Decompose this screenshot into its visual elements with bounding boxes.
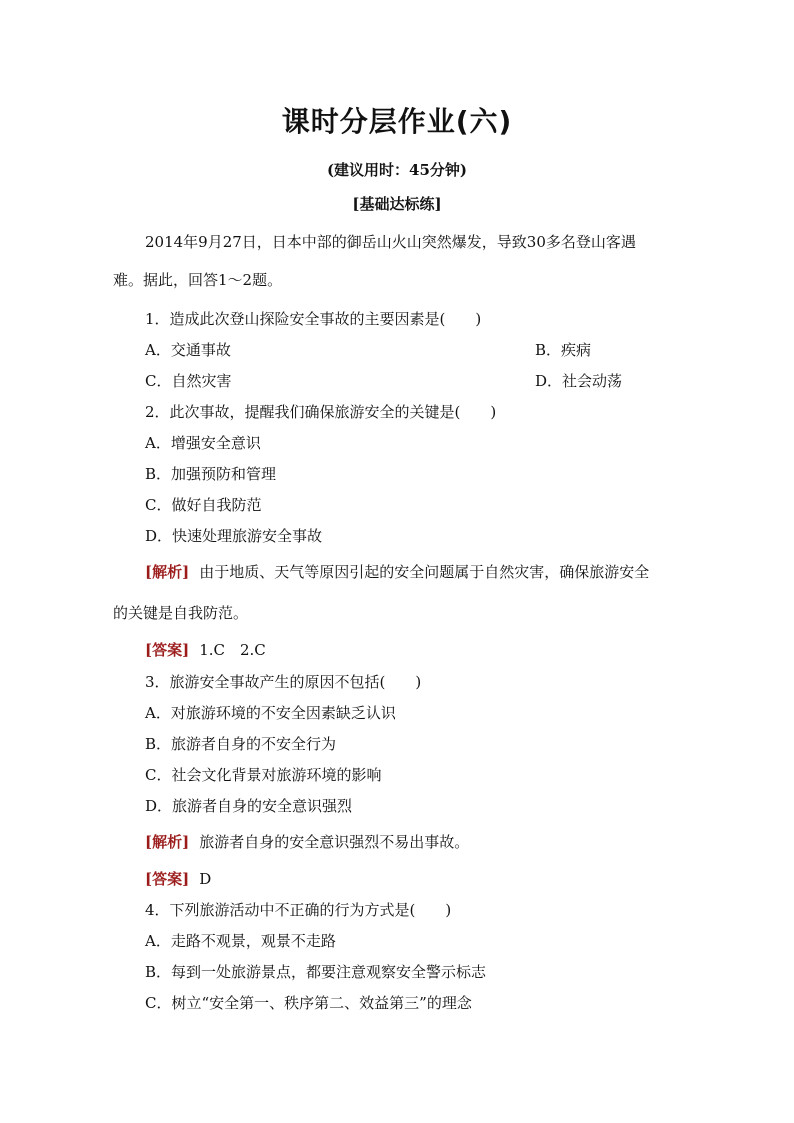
question-2-option-d: D．快速处理旅游安全事故 — [145, 527, 323, 545]
question-1-options-row-1 — [145, 340, 745, 360]
question-4-stem: 4．下列旅游活动中不正确的行为方式是( ) — [145, 901, 452, 919]
time-hint: (建议用时：45分钟) — [326, 161, 468, 179]
answer-2 — [145, 869, 211, 889]
answer-tag: [答案] — [145, 870, 190, 888]
question-2-option-c: C．做好自我防范 — [145, 496, 262, 514]
question-1-stem: 1．造成此次登山探险安全事故的主要因素是( ) — [145, 310, 482, 328]
question-2-option-a: A．增强安全意识 — [145, 434, 261, 452]
answer-tag: [答案] — [145, 641, 190, 659]
question-3-option-d: D．旅游者自身的安全意识强烈 — [145, 797, 353, 815]
analysis-1-line-1 — [145, 562, 649, 582]
question-3-stem: 3．旅游安全事故产生的原因不包括( ) — [145, 673, 422, 691]
question-2-stem: 2．此次事故，提醒我们确保旅游安全的关键是( ) — [145, 403, 497, 421]
intro-line-2: 难。据此，回答1～2题。 — [113, 271, 283, 289]
analysis-1-line-2: 的关键是自我防范。 — [113, 604, 249, 622]
question-3-option-c: C．社会文化背景对旅游环境的影响 — [145, 766, 382, 784]
answer-1 — [145, 640, 266, 660]
question-4-option-b: B．每到一处旅游景点，都要注意观察安全警示标志 — [145, 963, 487, 981]
question-1-option-b: B．疾病 — [535, 341, 592, 359]
question-4-option-a: A．走路不观景，观景不走路 — [145, 932, 336, 950]
question-4-option-c: C．树立“安全第一、秩序第二、效益第三”的理念 — [145, 994, 472, 1012]
question-1-option-a: A．交通事故 — [145, 341, 231, 359]
analysis-tag: [解析] — [145, 563, 190, 581]
analysis-tag: [解析] — [145, 833, 190, 851]
question-1-option-d: D．社会动荡 — [535, 372, 623, 390]
question-3-option-a: A．对旅游环境的不安全因素缺乏认识 — [145, 704, 396, 722]
answer-1-text: 1.C 2.C — [199, 641, 266, 659]
question-1-options-row-2 — [145, 371, 745, 391]
intro-line-1: 2014年9月27日，日本中部的御岳山火山突然爆发，导致30多名登山客遇 — [145, 233, 636, 251]
question-2-option-b: B．加强预防和管理 — [145, 465, 277, 483]
section-heading: [基础达标练] — [352, 195, 442, 213]
question-3-option-b: B．旅游者自身的不安全行为 — [145, 735, 337, 753]
analysis-2-text: 旅游者自身的安全意识强烈不易出事故。 — [199, 833, 470, 851]
question-1-option-c: C．自然灾害 — [145, 372, 232, 390]
page-title: 课时分层作业(六) — [281, 105, 513, 138]
analysis-1-text: 由于地质、天气等原因引起的安全问题属于自然灾害，确保旅游安全 — [199, 563, 650, 581]
answer-2-text: D — [199, 870, 212, 888]
analysis-2 — [145, 832, 469, 852]
